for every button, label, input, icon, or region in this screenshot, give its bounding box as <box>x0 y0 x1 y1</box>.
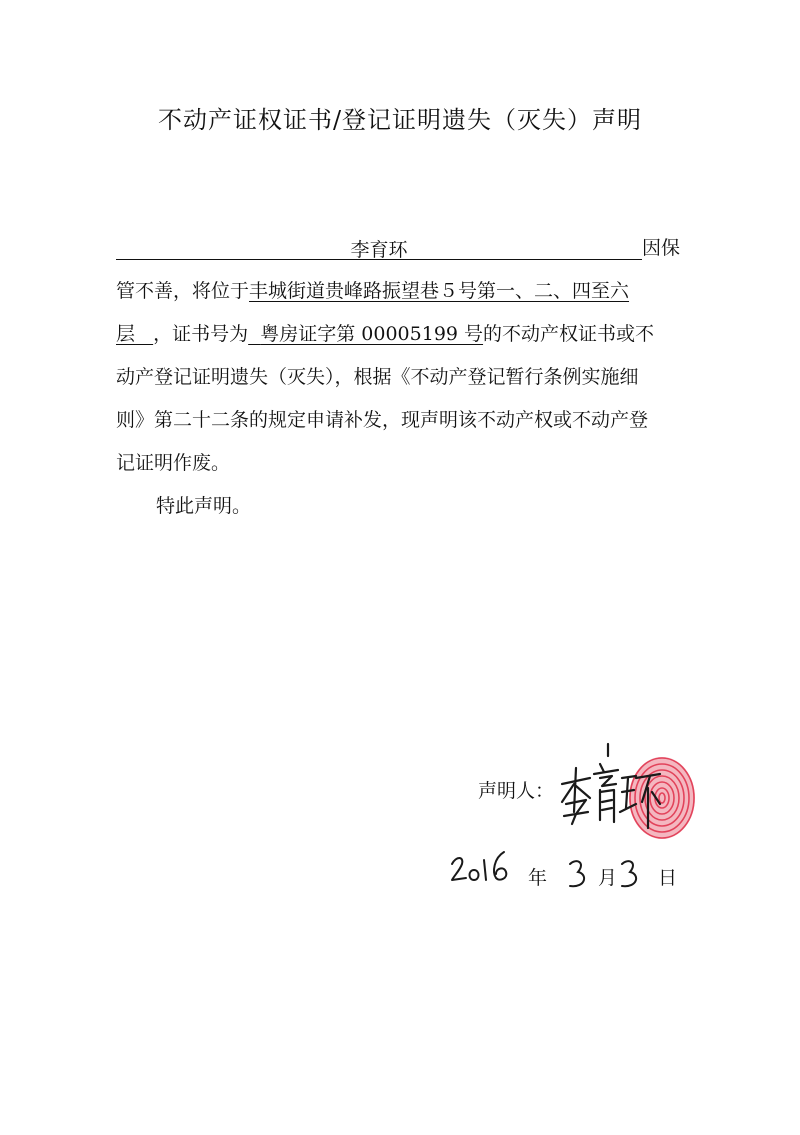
date-month-label: 月 <box>598 867 618 889</box>
property-address-cont: 层 <box>116 323 136 345</box>
body-line-3 <box>116 319 654 346</box>
date-day-handwritten <box>618 856 642 896</box>
body-line-2 <box>116 276 629 303</box>
certificate-number: 粤房证字第 00005199 号 <box>260 323 484 345</box>
date-year-handwritten <box>450 848 512 894</box>
date-year-label: 年 <box>528 867 548 889</box>
declarant-name: 李育环 <box>116 235 642 260</box>
date-month-handwritten <box>566 856 590 896</box>
body-line-6: 记证明作废。 <box>116 452 231 474</box>
signer-label: 声明人： <box>478 780 555 802</box>
body-line-1 <box>116 233 680 260</box>
body-text: 管不善，将位于 <box>116 280 250 302</box>
property-address: 丰城街道贵峰路振望巷５号第一、二、四至六 <box>249 280 630 302</box>
body-text: 的不动产权证书或不 <box>483 323 655 345</box>
body-line-4: 动产登记证明遗失（灭失），根据《不动产登记暂行条例实施细 <box>116 366 639 388</box>
body-text: ，证书号为 <box>153 323 249 345</box>
body-line-5: 则》第二十二条的规定申请补发，现声明该不动产权或不动产登 <box>116 409 649 431</box>
body-text: 因保 <box>642 237 681 259</box>
date-day-label: 日 <box>658 867 678 889</box>
document-title: 不动产证权证书/登记证明遗失（灭失）声明 <box>157 106 643 134</box>
handwritten-signature <box>556 742 666 836</box>
closing-statement: 特此声明。 <box>156 495 252 517</box>
